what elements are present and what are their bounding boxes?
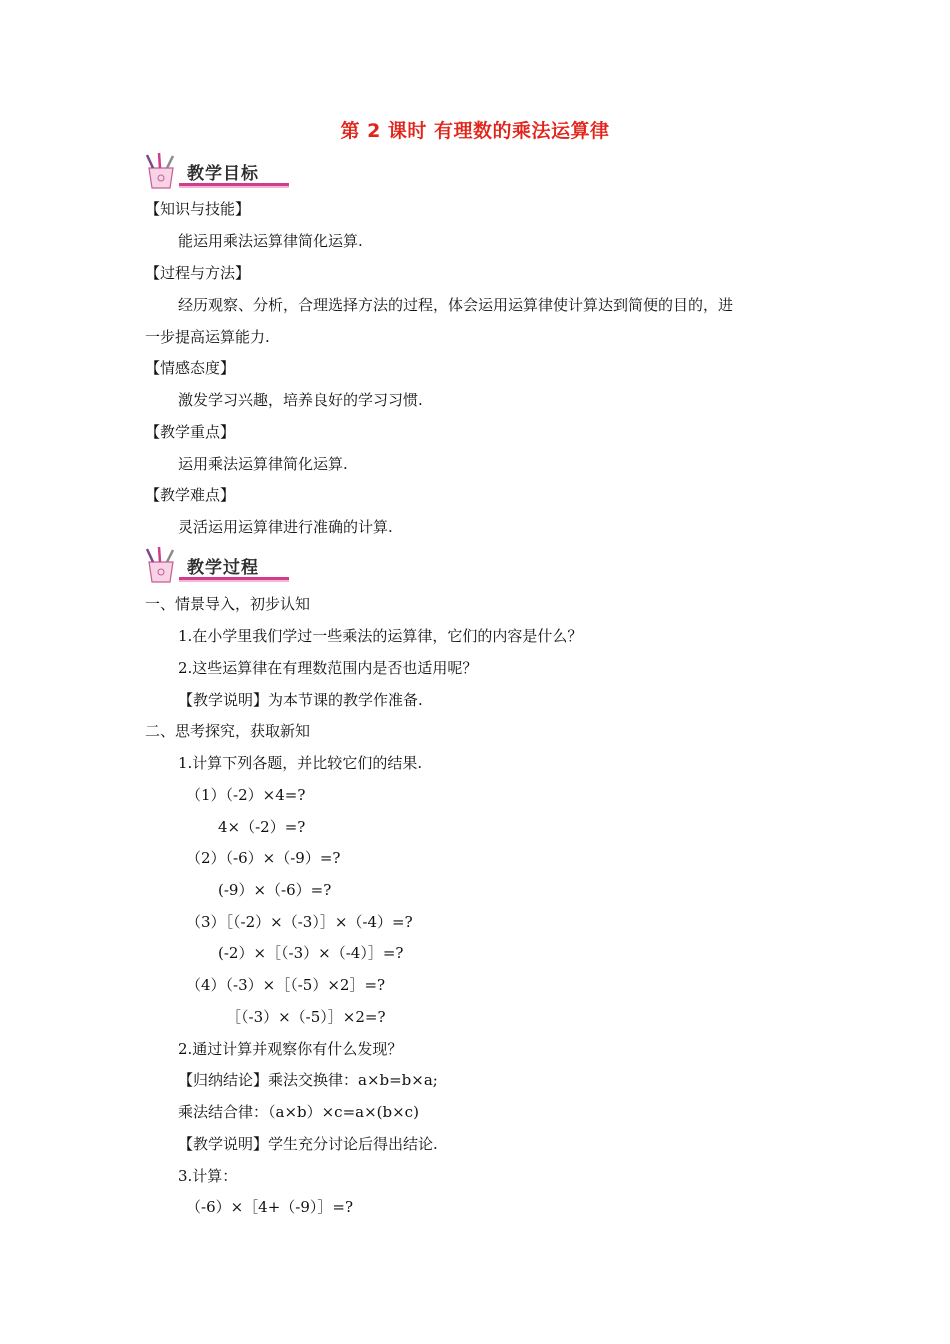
exercise-5: （-6）×［4+（-9）］=? (186, 1198, 354, 1216)
section-1-question-1: 1.在小学里我们学过一些乘法的运算律，它们的内容是什么？ (178, 627, 583, 645)
section-1-heading: 一、情景导入，初步认知 (145, 595, 311, 613)
difficulty-heading: 【教学难点】 (145, 486, 236, 504)
section-2-question-1: 1.计算下列各题，并比较它们的结果. (178, 754, 423, 772)
exercise-1b: 4×（-2）=? (218, 818, 306, 836)
section-banner-process (143, 546, 291, 586)
banner-label: 教学过程 (187, 558, 259, 578)
section-banner-goals (143, 152, 291, 192)
section-1-note: 【教学说明】为本节课的教学作准备. (178, 691, 423, 709)
key-point-text: 运用乘法运算律简化运算. (178, 455, 348, 473)
conclusion-associative: 乘法结合律：（a×b）×c=a×(b×c) (178, 1103, 419, 1121)
exercise-3b: (-2）×［（-3）×（-4）］=? (218, 944, 404, 962)
exercise-1a: （1）（-2）×4=? (186, 786, 306, 804)
exercise-4a: （4）（-3）×［（-5）×2］=? (186, 976, 386, 994)
banner-label: 教学目标 (187, 164, 259, 184)
key-point-heading: 【教学重点】 (145, 423, 236, 441)
exercise-4b: ［（-3）×（-5）］×2=? (226, 1008, 386, 1026)
exercise-2a: （2）（-6）×（-9）=? (186, 849, 341, 867)
exercise-3a: （3）［（-2）×（-3）］×（-4）=? (186, 913, 413, 931)
section-2-question-2: 2.通过计算并观察你有什么发现？ (178, 1040, 403, 1058)
section-1-question-2: 2.这些运算律在有理数范围内是否也适用呢？ (178, 659, 478, 677)
emotion-heading: 【情感态度】 (145, 359, 236, 377)
method-heading: 【过程与方法】 (145, 264, 251, 282)
method-text-cont: 一步提高运算能力. (145, 328, 270, 346)
page-title: 第 2 课时 有理数的乘法运算律 (340, 120, 610, 142)
conclusion-commutative: 【归纳结论】乘法交换律：a×b=b×a; (178, 1071, 438, 1089)
difficulty-text: 灵活运用运算律进行准确的计算. (178, 518, 393, 536)
section-2-heading: 二、思考探究，获取新知 (145, 722, 311, 740)
emotion-text: 激发学习兴趣，培养良好的学习习惯. (178, 391, 423, 409)
section-2-question-3: 3.计算： (178, 1167, 238, 1185)
section-2-note: 【教学说明】学生充分讨论后得出结论. (178, 1135, 438, 1153)
method-text: 经历观察、分析，合理选择方法的过程，体会运用运算律使计算达到简便的目的，进 (178, 296, 734, 314)
knowledge-text: 能运用乘法运算律简化运算. (178, 232, 363, 250)
knowledge-heading: 【知识与技能】 (145, 200, 251, 218)
exercise-2b: (-9）×（-6）=? (218, 881, 332, 899)
